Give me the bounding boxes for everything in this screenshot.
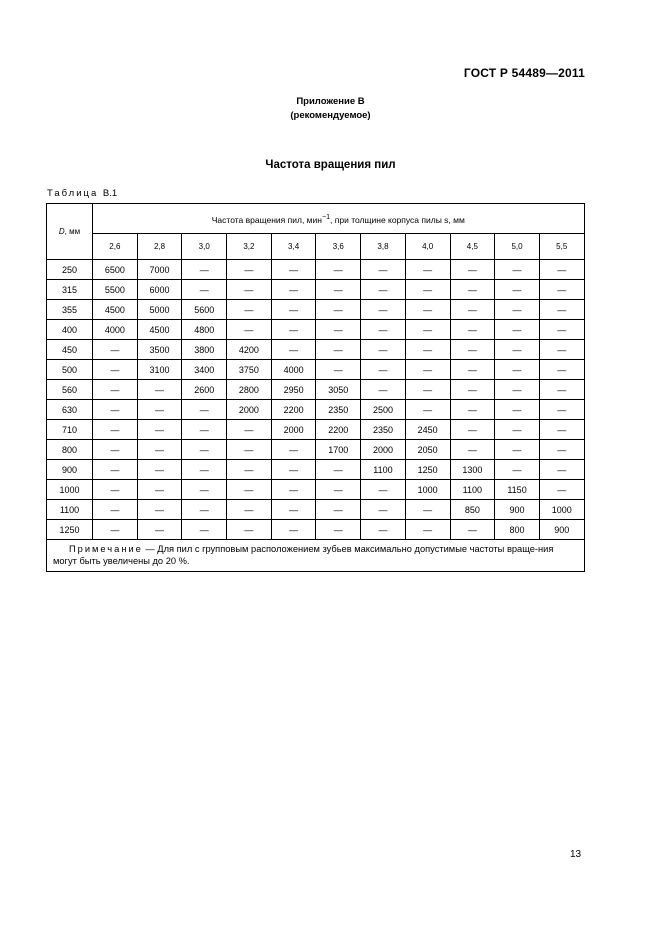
diameter-cell: 315	[47, 280, 93, 300]
diameter-cell: 800	[47, 440, 93, 460]
speed-cell: —	[495, 400, 540, 420]
thickness-header-cell: 3,0	[182, 234, 227, 260]
speed-cell: —	[182, 500, 227, 520]
table-label	[47, 188, 117, 199]
speed-cell: —	[450, 260, 495, 280]
table-row	[47, 260, 585, 280]
speed-cell: 2600	[182, 380, 227, 400]
speed-cell: 3050	[316, 380, 361, 400]
speed-cell: —	[405, 340, 450, 360]
speed-cell: —	[271, 440, 316, 460]
speed-cell: 7000	[137, 260, 182, 280]
speed-cell: —	[361, 360, 406, 380]
speed-cell: 4000	[93, 320, 138, 340]
appendix-heading	[0, 95, 661, 123]
speed-header-post: , при толщине корпуса пилы s, мм	[330, 214, 465, 225]
diameter-symbol: D	[58, 227, 65, 236]
speed-cell: 5000	[137, 300, 182, 320]
speed-cell: —	[137, 420, 182, 440]
speed-cell: 1150	[495, 480, 540, 500]
speed-cell: 1700	[316, 440, 361, 460]
speed-cell: —	[227, 440, 272, 460]
speed-cell: —	[137, 380, 182, 400]
speed-cell: 2000	[271, 420, 316, 440]
speed-cell: —	[182, 420, 227, 440]
diameter-cell: 400	[47, 320, 93, 340]
thickness-header-cell: 4,5	[450, 234, 495, 260]
speed-cell: —	[316, 360, 361, 380]
speed-cell: —	[539, 420, 584, 440]
speed-cell: —	[361, 320, 406, 340]
speed-cell: 2000	[227, 400, 272, 420]
speed-cell: —	[93, 440, 138, 460]
speed-cell: —	[539, 480, 584, 500]
speed-cell: —	[495, 300, 540, 320]
speed-cell: —	[93, 340, 138, 360]
speed-cell: —	[495, 420, 540, 440]
speed-cell: —	[361, 280, 406, 300]
speed-cell: —	[495, 260, 540, 280]
speed-cell: 2200	[271, 400, 316, 420]
note-row	[47, 540, 585, 572]
speed-cell: 2200	[316, 420, 361, 440]
speed-cell: —	[137, 460, 182, 480]
thickness-header-cell: 4,0	[405, 234, 450, 260]
thickness-header-cell: 5,0	[495, 234, 540, 260]
speed-cell: —	[227, 320, 272, 340]
speed-cell: —	[361, 500, 406, 520]
speed-header-sup: −1	[321, 212, 331, 221]
diameter-cell: 1250	[47, 520, 93, 540]
speed-cell: 2000	[361, 440, 406, 460]
speed-cell: —	[495, 340, 540, 360]
speed-cell: —	[271, 480, 316, 500]
speed-cell: —	[316, 500, 361, 520]
diameter-cell: 710	[47, 420, 93, 440]
speed-cell: —	[316, 320, 361, 340]
speed-cell: —	[405, 320, 450, 340]
speed-cell: —	[271, 280, 316, 300]
speed-cell: —	[405, 400, 450, 420]
speed-cell: —	[450, 320, 495, 340]
speed-cell: —	[271, 300, 316, 320]
speed-cell: —	[227, 500, 272, 520]
speed-cell: —	[539, 360, 584, 380]
speed-cell: 3400	[182, 360, 227, 380]
speed-cell: 1250	[405, 460, 450, 480]
speed-cell: —	[227, 480, 272, 500]
table-row	[47, 500, 585, 520]
diameter-cell: 500	[47, 360, 93, 380]
speed-cell: 2350	[361, 420, 406, 440]
speed-cell: 2800	[227, 380, 272, 400]
speed-cell: —	[361, 260, 406, 280]
speed-cell: 3100	[137, 360, 182, 380]
speed-cell: 2950	[271, 380, 316, 400]
speed-cell: —	[539, 400, 584, 420]
speed-cell: —	[450, 420, 495, 440]
thickness-header-cell: 2,8	[137, 234, 182, 260]
speed-cell: —	[450, 360, 495, 380]
speed-cell: —	[182, 440, 227, 460]
speed-cell: —	[405, 500, 450, 520]
speed-cell: —	[93, 520, 138, 540]
speed-cell: 1000	[539, 500, 584, 520]
speed-cell: —	[227, 280, 272, 300]
speed-cell: —	[137, 520, 182, 540]
speed-cell: 4500	[93, 300, 138, 320]
speed-cell: —	[405, 520, 450, 540]
speed-cell: —	[450, 520, 495, 540]
speed-cell: —	[539, 260, 584, 280]
speed-cell: 4000	[271, 360, 316, 380]
diameter-cell: 560	[47, 380, 93, 400]
speed-cell: —	[227, 260, 272, 280]
speed-cell: —	[271, 320, 316, 340]
speed-cell: —	[316, 460, 361, 480]
speed-cell: —	[405, 260, 450, 280]
speed-cell: —	[182, 400, 227, 420]
speed-cell: —	[405, 380, 450, 400]
speed-cell: —	[495, 440, 540, 460]
page-number: 13	[570, 849, 582, 860]
speed-cell: —	[405, 360, 450, 380]
speed-cell: 2500	[361, 400, 406, 420]
speed-cell: —	[361, 300, 406, 320]
speed-cell: —	[137, 480, 182, 500]
speed-cell: —	[227, 520, 272, 540]
speed-cell: —	[495, 360, 540, 380]
speed-cell: 3800	[182, 340, 227, 360]
speed-cell: 2450	[405, 420, 450, 440]
speed-cell: —	[316, 280, 361, 300]
table-note	[47, 540, 585, 572]
speed-cell: —	[316, 300, 361, 320]
speed-cell: —	[361, 340, 406, 360]
speed-cell: —	[450, 400, 495, 420]
speed-cell: —	[361, 480, 406, 500]
speed-cell: —	[137, 500, 182, 520]
table-body	[47, 260, 585, 540]
speed-cell: 1000	[405, 480, 450, 500]
speed-cell: —	[316, 520, 361, 540]
document-code: ГОСТ Р 54489—2011	[463, 66, 585, 80]
speed-cell: —	[539, 460, 584, 480]
speed-cell: —	[182, 260, 227, 280]
thickness-header-row	[47, 234, 585, 260]
diameter-cell: 900	[47, 460, 93, 480]
speed-cell: —	[271, 500, 316, 520]
table-row	[47, 480, 585, 500]
table-label-prefix: Таблица	[47, 188, 99, 199]
speed-cell: 800	[495, 520, 540, 540]
speed-cell: —	[137, 440, 182, 460]
thickness-header-cell: 5,5	[539, 234, 584, 260]
speed-cell: 5500	[93, 280, 138, 300]
speed-cell: —	[450, 300, 495, 320]
speed-cell: —	[539, 340, 584, 360]
diameter-cell: 355	[47, 300, 93, 320]
speed-cell: 5600	[182, 300, 227, 320]
thickness-header-cell: 3,8	[361, 234, 406, 260]
table-row	[47, 280, 585, 300]
table-row	[47, 340, 585, 360]
diameter-cell: 630	[47, 400, 93, 420]
speed-group-header	[93, 204, 585, 234]
speed-cell: —	[316, 340, 361, 360]
speed-cell: —	[93, 460, 138, 480]
appendix-subtitle: (рекомендуемое)	[290, 110, 371, 121]
diameter-unit: , мм	[64, 227, 81, 236]
speed-cell: —	[93, 480, 138, 500]
speed-cell: —	[539, 440, 584, 460]
appendix-title: Приложение В	[296, 96, 365, 107]
speed-cell: 850	[450, 500, 495, 520]
speed-cell: 1300	[450, 460, 495, 480]
table-row	[47, 420, 585, 440]
speed-cell: 900	[495, 500, 540, 520]
thickness-header-cell: 3,4	[271, 234, 316, 260]
note-label: Примечание	[69, 544, 143, 554]
speed-cell: —	[182, 480, 227, 500]
speed-cell: —	[227, 460, 272, 480]
speed-cell: 6000	[137, 280, 182, 300]
speed-cell: —	[271, 340, 316, 360]
speed-cell: —	[271, 460, 316, 480]
table-row	[47, 320, 585, 340]
speed-cell: —	[495, 380, 540, 400]
speed-cell: —	[361, 520, 406, 540]
note-text: — Для пил с групповым расположением зубьев максимально допустимые частоты враще-ния могут быть увеличены до 20 %.	[53, 544, 554, 566]
speed-cell: —	[539, 380, 584, 400]
speed-cell: —	[450, 380, 495, 400]
diameter-cell: 250	[47, 260, 93, 280]
speed-cell: —	[495, 460, 540, 480]
speed-cell: —	[316, 480, 361, 500]
speed-cell: —	[405, 280, 450, 300]
diameter-cell: 450	[47, 340, 93, 360]
speed-cell: —	[539, 320, 584, 340]
speed-cell: —	[227, 420, 272, 440]
speed-cell: —	[182, 280, 227, 300]
speed-cell: —	[539, 300, 584, 320]
diameter-cell: 1000	[47, 480, 93, 500]
diameter-header	[47, 204, 93, 260]
speed-header-pre: Частота вращения пил, мин	[211, 214, 322, 225]
speed-cell: —	[182, 460, 227, 480]
speed-cell: —	[450, 340, 495, 360]
speed-cell: —	[227, 300, 272, 320]
speed-cell: —	[316, 260, 361, 280]
diameter-cell: 1100	[47, 500, 93, 520]
speed-cell: 900	[539, 520, 584, 540]
speed-cell: —	[182, 520, 227, 540]
table-row	[47, 520, 585, 540]
speed-cell: 1100	[450, 480, 495, 500]
table-row	[47, 360, 585, 380]
thickness-header-cell: 3,2	[227, 234, 272, 260]
speed-cell: —	[137, 400, 182, 420]
table-row	[47, 380, 585, 400]
speed-cell: —	[93, 380, 138, 400]
speed-cell: —	[495, 320, 540, 340]
thickness-header-cell: 3,6	[316, 234, 361, 260]
table-label-number: В.1	[102, 188, 118, 199]
speed-cell: —	[93, 400, 138, 420]
speed-cell: 6500	[93, 260, 138, 280]
table-row	[47, 440, 585, 460]
speed-cell: 3500	[137, 340, 182, 360]
table-row	[47, 400, 585, 420]
table-row	[47, 300, 585, 320]
speed-cell: 4500	[137, 320, 182, 340]
speed-cell: —	[361, 380, 406, 400]
table-row	[47, 460, 585, 480]
speed-cell: —	[495, 280, 540, 300]
rotation-speed-table	[46, 203, 585, 572]
speed-cell: 2350	[316, 400, 361, 420]
speed-cell: 4800	[182, 320, 227, 340]
speed-cell: —	[450, 280, 495, 300]
speed-cell: —	[93, 360, 138, 380]
speed-cell: —	[405, 300, 450, 320]
speed-cell: 3750	[227, 360, 272, 380]
speed-cell: —	[450, 440, 495, 460]
thickness-header-cell: 2,6	[93, 234, 138, 260]
section-heading: Частота вращения пил	[265, 159, 396, 171]
speed-cell: 1100	[361, 460, 406, 480]
speed-cell: —	[93, 420, 138, 440]
speed-cell: —	[271, 520, 316, 540]
speed-cell: —	[539, 280, 584, 300]
speed-cell: 2050	[405, 440, 450, 460]
speed-cell: 4200	[227, 340, 272, 360]
speed-cell: —	[93, 500, 138, 520]
speed-cell: —	[271, 260, 316, 280]
